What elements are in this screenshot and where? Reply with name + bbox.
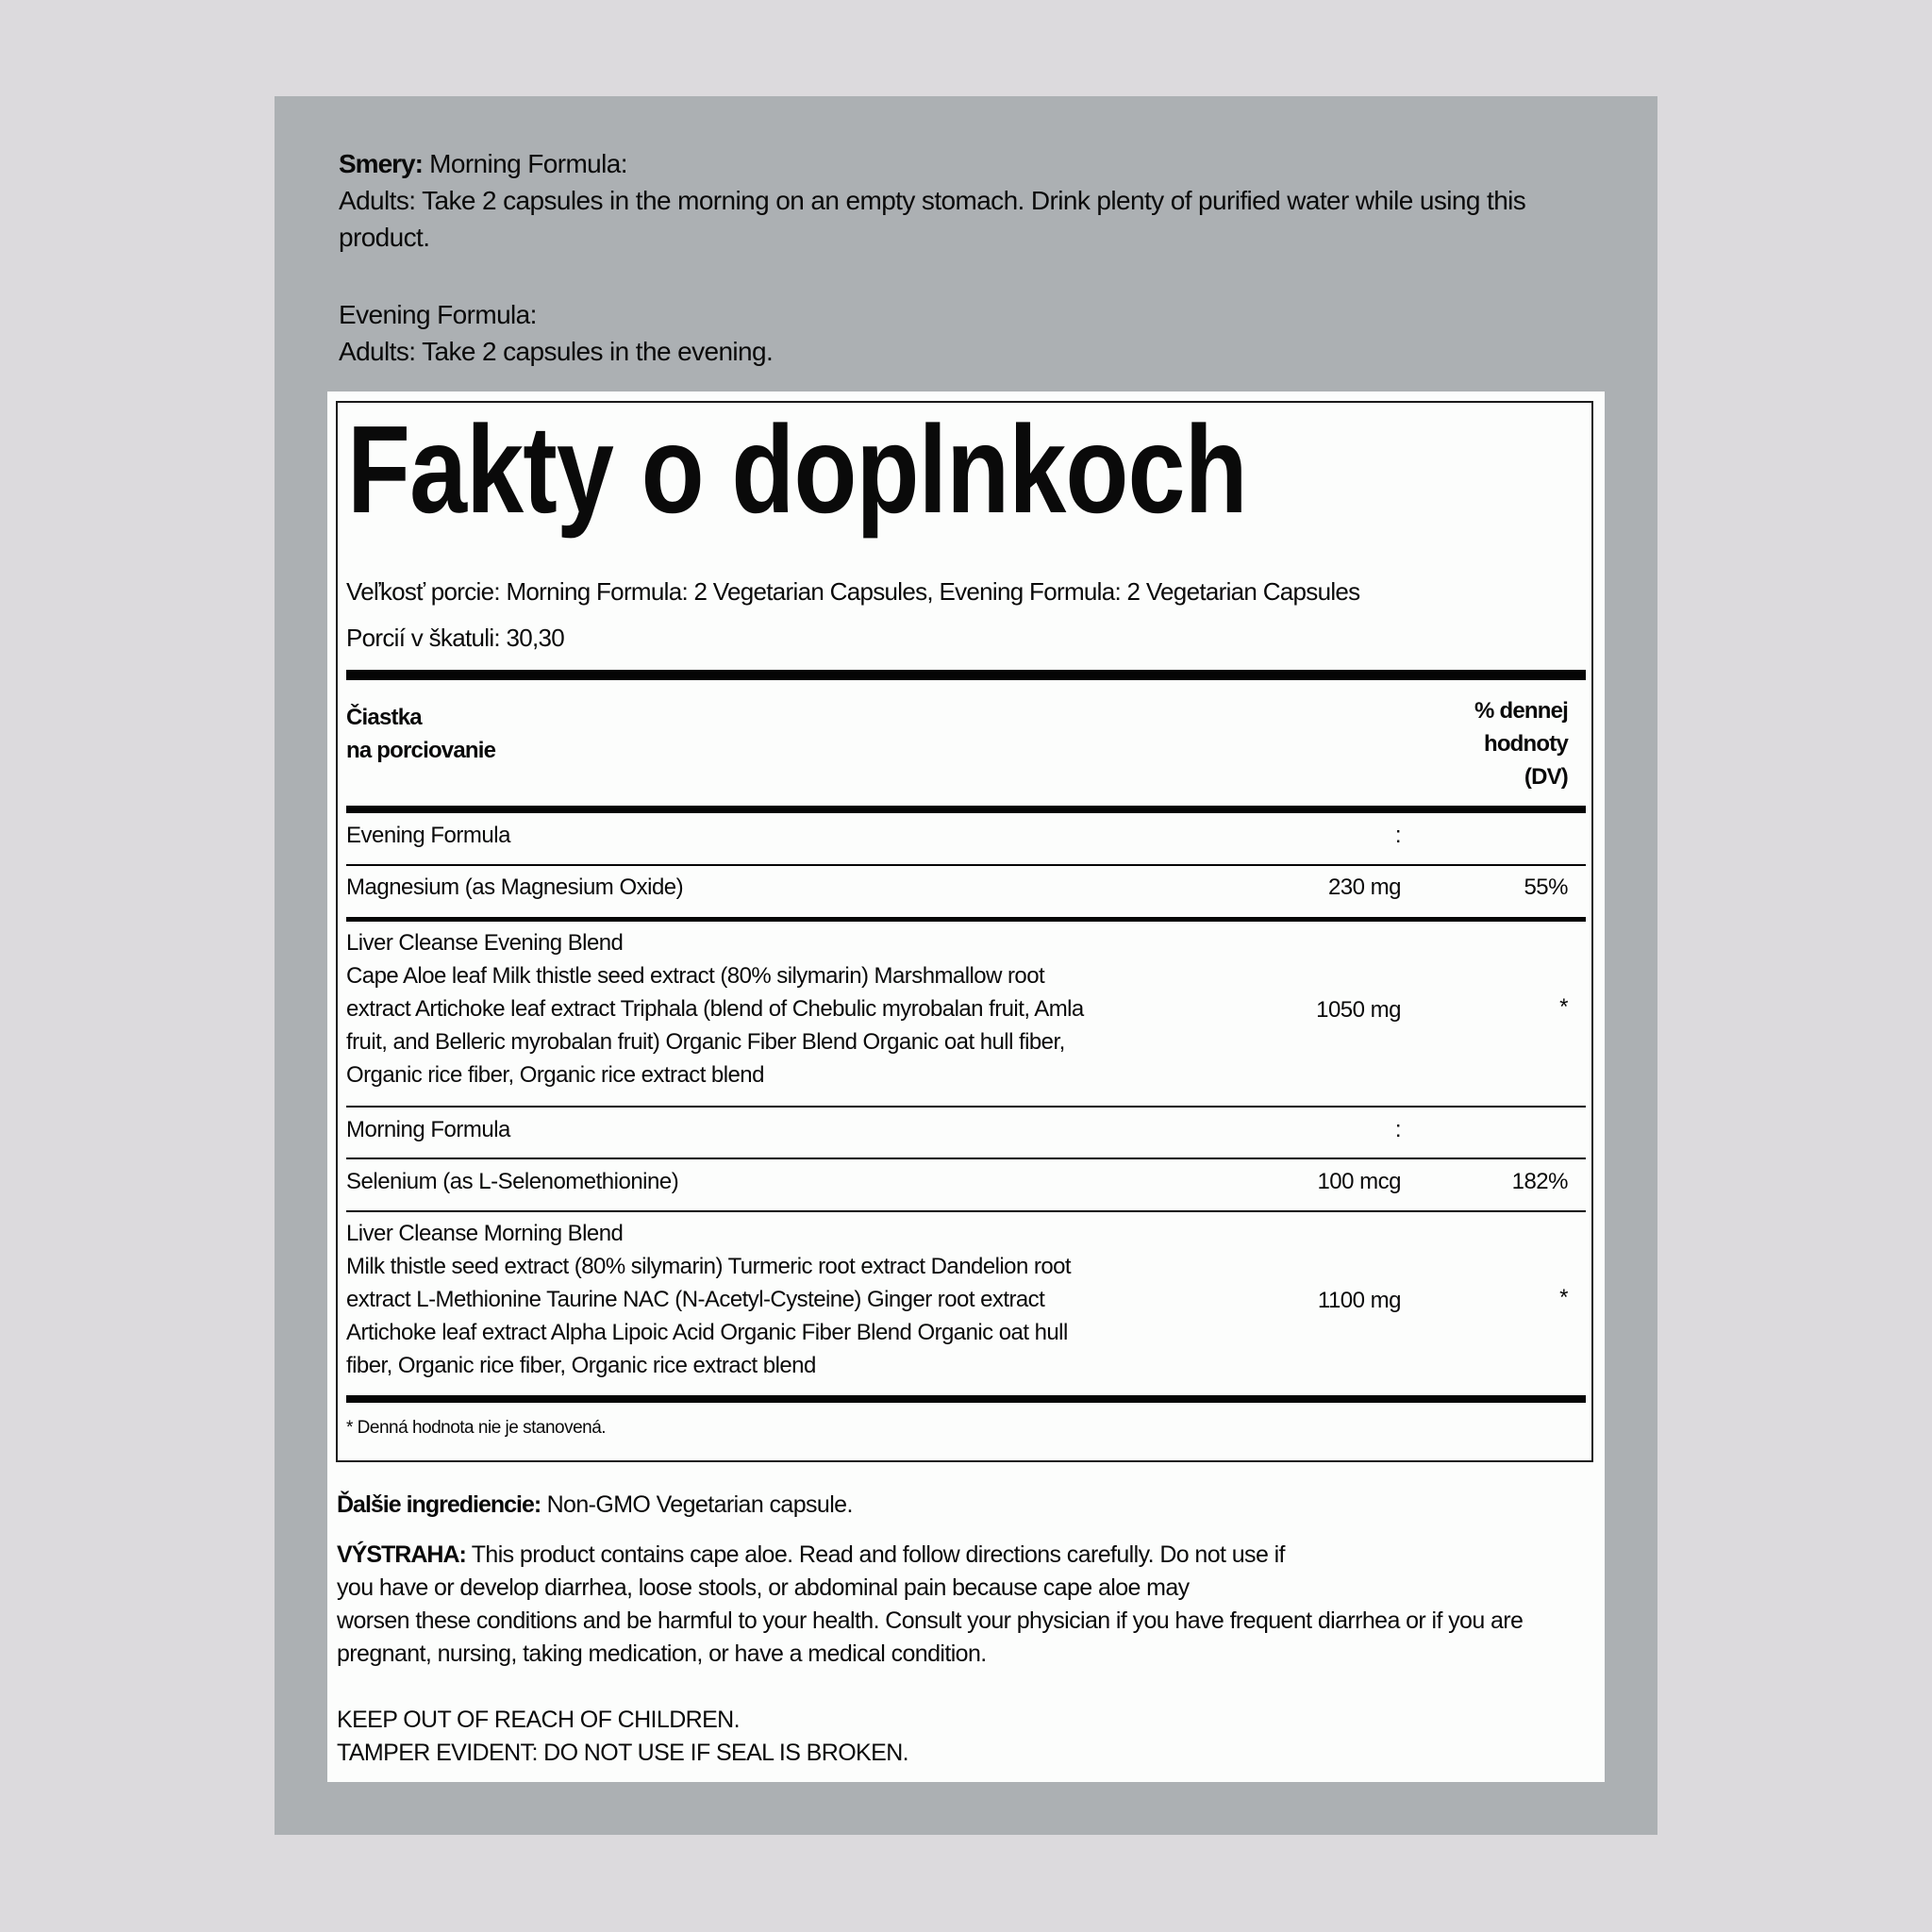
keep-out-notice: KEEP OUT OF REACH OF CHILDREN. xyxy=(337,1707,740,1733)
directions-morning-heading: Smery: Morning Formula: xyxy=(339,149,627,178)
directions-morning-text: Adults: Take 2 capsules in the morning on an empty stomach. Drink plenty of purified water while using this xyxy=(339,186,1526,215)
row-evening-blend: Liver Cleanse Evening Blend Cape Aloe leaf Milk thistle seed extract (80% silymarin) Marshmallow root extract Artichoke leaf extract Triphala (blend of Chebulic myrobalan fruit, Amla fruit, and Belleric myrobalan fruit) Organic Fiber Blend Organic oat hull fiber, Organic rice fiber, Organic rice extract blend xyxy=(346,926,1084,1091)
directions-label: Smery: xyxy=(339,149,423,178)
warning-section: VÝSTRAHA: This product contains cape aloe. Read and follow directions carefully. Do not use if you have or develop diarrhea, loose stools, or abdominal pain because cape aloe may worsen these conditions and be harmful to your health. Consult your physician if you have frequent diarrhea or if you are pregnant, nursing, taking medication, or have a medical condition. xyxy=(337,1541,1524,1667)
row-morning-blend-dv: * xyxy=(1559,1285,1568,1310)
thin-divider xyxy=(346,864,1586,866)
row-evening-formula-amount: : xyxy=(1394,823,1401,848)
other-ingredients-label: Ďalšie ingrediencie: xyxy=(337,1491,541,1518)
serving-size: Veľkosť porcie: Morning Formula: 2 Vegetarian Capsules, Evening Formula: 2 Vegetarian Capsules xyxy=(346,577,1360,606)
amount-header: Čiastka na porciovanie xyxy=(346,705,496,763)
row-morning-blend: Liver Cleanse Morning Blend Milk thistle seed extract (80% silymarin) Turmeric root extract Dandelion root extract L-Methionine Taurine NAC (N-Acetyl-Cysteine) Ginger root extract Artichoke leaf extract Alpha Lipoic Acid Organic Fiber Blend Organic oat hull fiber, Organic rice fiber, Organic rice extract blend xyxy=(346,1217,1071,1382)
row-magnesium-amount: 230 mg xyxy=(1327,874,1401,900)
directions-morning-text-cont: product. xyxy=(339,223,430,252)
dv-footnote: * Denná hodnota nie je stanovená. xyxy=(346,1418,607,1438)
row-morning-formula-name: Morning Formula xyxy=(346,1117,510,1142)
row-selenium-name: Selenium (as L-Selenomethionine) xyxy=(346,1169,679,1194)
thin-divider xyxy=(346,1106,1586,1108)
thick-divider xyxy=(346,806,1586,813)
directions-evening-text: Adults: Take 2 capsules in the evening. xyxy=(339,337,774,366)
row-evening-blend-amount: 1050 mg xyxy=(1316,997,1401,1023)
evening-blend-name: Liver Cleanse Evening Blend xyxy=(346,930,624,956)
other-ingredients: Ďalšie ingrediencie: Non-GMO Vegetarian capsule. xyxy=(337,1491,853,1518)
thick-divider xyxy=(346,670,1586,680)
row-selenium-amount: 100 mcg xyxy=(1317,1169,1401,1194)
directions-evening-heading: Evening Formula: xyxy=(339,300,537,329)
directions-section xyxy=(339,145,1622,370)
row-magnesium-dv: 55% xyxy=(1524,874,1568,900)
thick-divider xyxy=(346,1395,1586,1403)
warning-label: VÝSTRAHA: xyxy=(337,1541,466,1568)
row-evening-blend-dv: * xyxy=(1559,994,1568,1020)
tamper-notice: TAMPER EVIDENT: DO NOT USE IF SEAL IS BROKEN. xyxy=(337,1740,908,1766)
row-selenium-dv: 182% xyxy=(1511,1169,1568,1194)
morning-blend-name: Liver Cleanse Morning Blend xyxy=(346,1221,624,1246)
thin-divider xyxy=(346,1158,1586,1159)
thin-divider xyxy=(346,1210,1586,1212)
dv-header: % dennej hodnoty (DV) xyxy=(1474,698,1568,790)
medium-divider xyxy=(346,917,1586,922)
facts-title: Fakty o doplnkoch xyxy=(347,400,1247,539)
row-morning-blend-amount: 1100 mg xyxy=(1317,1288,1401,1313)
row-evening-formula-name: Evening Formula xyxy=(346,823,510,848)
row-magnesium-name: Magnesium (as Magnesium Oxide) xyxy=(346,874,684,900)
servings-per-container: Porcií v škatuli: 30,30 xyxy=(346,624,565,652)
row-morning-formula-amount: : xyxy=(1394,1117,1401,1142)
